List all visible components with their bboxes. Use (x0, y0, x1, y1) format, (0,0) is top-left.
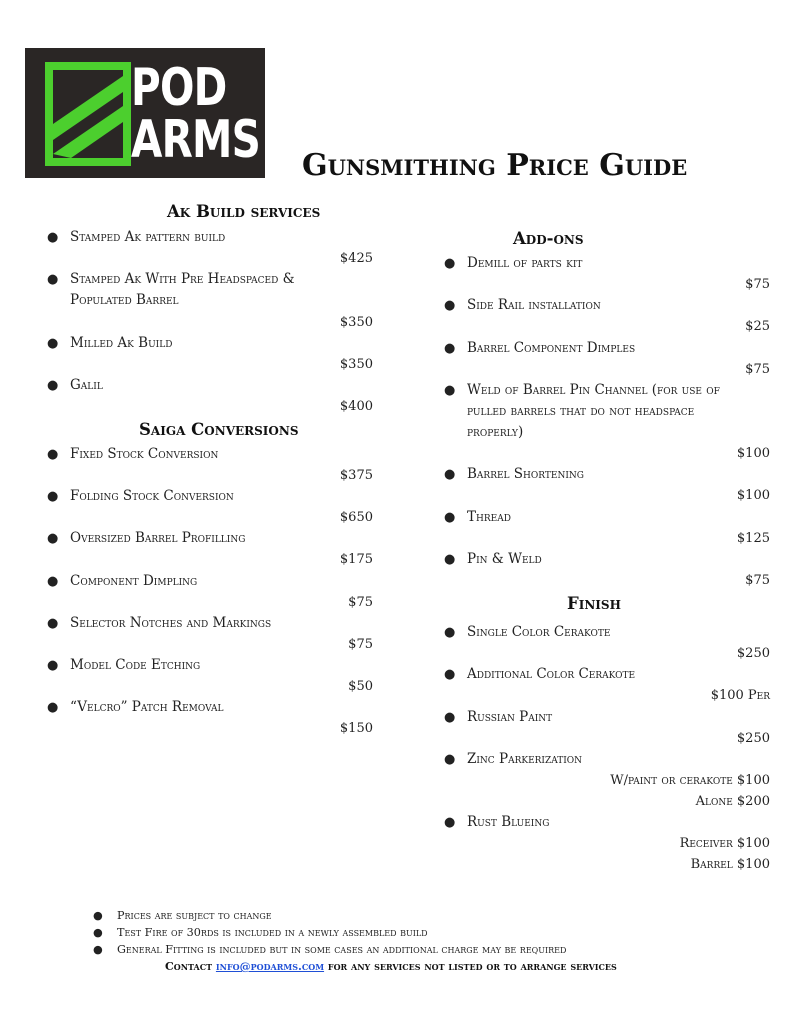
list-item (444, 464, 584, 485)
list-item (444, 253, 583, 274)
item-price: W/paint or cerakote $100 (610, 773, 770, 788)
note-item (93, 924, 566, 941)
item-label: Oversized Barrel Profilling (70, 530, 246, 546)
list-item (47, 444, 219, 465)
bullet-icon: ● (47, 272, 59, 287)
list-item (47, 571, 198, 592)
bullet-icon: ● (444, 467, 456, 482)
note-text: General Fitting is included but in some cases an additional charge may be required (117, 943, 567, 956)
item-price: $75 (348, 637, 373, 652)
footer-notes (93, 907, 567, 958)
item-price: Alone $200 (695, 794, 770, 809)
section-heading-finish: Finish (567, 594, 621, 613)
item-label: Component Dimpling (70, 573, 198, 589)
item-label: Stamped Ak With Pre Headspaced & (70, 271, 295, 287)
item-label-continued: Populated Barrel (70, 292, 179, 308)
item-price: Barrel $100 (690, 857, 770, 872)
item-price: $75 (745, 362, 770, 377)
item-label: Selector Notches and Markings (70, 615, 272, 631)
item-price: $425 (339, 251, 373, 266)
bullet-icon: ● (47, 658, 59, 673)
list-item (47, 655, 201, 676)
section-heading-addons: Add-ons (513, 229, 584, 248)
list-item (444, 622, 611, 643)
logo-wordmark (131, 58, 261, 170)
bullet-icon: ● (444, 298, 456, 313)
item-label: Thread (467, 509, 511, 525)
contact-email-link[interactable]: info@podarms.com (215, 960, 325, 973)
bullet-icon: ● (444, 710, 456, 725)
bullet-icon: ● (444, 667, 456, 682)
bullet-icon: ● (93, 909, 103, 922)
item-label: Galil (70, 377, 103, 393)
item-label: Single Color Cerakote (467, 624, 611, 640)
item-label: Demill of parts kit (467, 255, 583, 271)
list-item (47, 613, 272, 634)
item-price: $100 (736, 488, 770, 503)
item-label: Rust Blueing (467, 814, 550, 830)
logo-word-pod: POD (131, 58, 227, 118)
contact-suffix: for any services not listed or to arrange services (324, 960, 617, 973)
bullet-icon: ● (47, 447, 59, 462)
bullet-icon: ● (444, 815, 456, 830)
bullet-icon: ● (444, 383, 456, 398)
bullet-icon: ● (444, 510, 456, 525)
item-price: $75 (745, 277, 770, 292)
item-label: Stamped Ak pattern build (70, 229, 226, 245)
list-item (444, 507, 511, 528)
item-price: $125 (736, 531, 770, 546)
list-item (444, 295, 601, 316)
pod-arms-logo (25, 48, 265, 178)
item-price: $250 (736, 646, 770, 661)
list-item (444, 812, 550, 833)
item-label: Russian Paint (467, 709, 553, 725)
list-item (47, 333, 173, 354)
item-label: Barrel Shortening (467, 466, 584, 482)
section-heading-ak-build: Ak Build services (167, 202, 321, 221)
bullet-icon: ● (93, 943, 103, 956)
bullet-icon: ● (444, 341, 456, 356)
item-price: Receiver $100 (679, 836, 770, 851)
item-label: Model Code Etching (70, 657, 201, 673)
list-item (444, 664, 636, 685)
item-price: $350 (339, 315, 373, 330)
note-item (93, 941, 567, 958)
item-price: $400 (339, 399, 373, 414)
item-price: $650 (339, 510, 373, 525)
item-label: Folding Stock Conversion (70, 488, 234, 504)
item-label: Pin & Weld (467, 551, 542, 567)
list-item (47, 697, 224, 718)
bullet-icon: ● (444, 552, 456, 567)
bullet-icon: ● (47, 531, 59, 546)
list-item (444, 749, 583, 770)
contact-prefix: Contact (165, 960, 216, 973)
list-item (47, 375, 103, 396)
note-item (93, 907, 566, 924)
item-label: Fixed Stock Conversion (70, 446, 219, 462)
item-label: Side Rail installation (467, 297, 601, 313)
contact-line (165, 960, 617, 973)
list-item (47, 528, 246, 549)
list-item (47, 227, 226, 248)
item-label-continued: pulled barrels that do not headspace (467, 403, 695, 419)
bullet-icon: ● (47, 489, 59, 504)
item-label-continued: properly) (467, 424, 524, 440)
item-price: $75 (745, 573, 770, 588)
bullet-icon: ● (47, 574, 59, 589)
list-item (444, 707, 553, 728)
item-price: $375 (339, 468, 373, 483)
list-item (47, 486, 234, 507)
logo-word-arms: ARMS (131, 110, 261, 170)
bullet-icon: ● (93, 926, 103, 939)
item-price: $150 (339, 721, 373, 736)
bullet-icon: ● (444, 752, 456, 767)
item-price: $175 (339, 552, 373, 567)
item-label: “Velcro” Patch Removal (70, 699, 224, 715)
item-label: Zinc Parkerization (467, 751, 583, 767)
item-label: Barrel Component Dimples (467, 340, 636, 356)
list-item (444, 338, 636, 359)
item-label: Additional Color Cerakote (467, 666, 636, 682)
list-item (444, 380, 720, 443)
item-label: Milled Ak Build (70, 335, 173, 351)
item-price: $350 (339, 357, 373, 372)
list-item (444, 549, 542, 570)
note-text: Prices are subject to change (117, 909, 272, 922)
bullet-icon: ● (47, 378, 59, 393)
list-item (47, 269, 295, 311)
note-text: Test Fire of 30rds is included in a newly assembled build (117, 926, 428, 939)
item-label: Weld of Barrel Pin Channel (for use of (467, 382, 720, 398)
item-price: $25 (745, 319, 770, 334)
bullet-icon: ● (47, 230, 59, 245)
item-price: $100 (736, 446, 770, 461)
section-heading-saiga: Saiga Conversions (139, 420, 299, 439)
bullet-icon: ● (47, 616, 59, 631)
item-price: $100 Per (710, 688, 770, 703)
bullet-icon: ● (47, 700, 59, 715)
page-title: Gunsmithing Price Guide (302, 148, 688, 183)
bullet-icon: ● (47, 336, 59, 351)
bullet-icon: ● (444, 625, 456, 640)
item-price: $75 (348, 595, 373, 610)
item-price: $50 (348, 679, 373, 694)
pod-arms-logo-mark-icon (45, 62, 131, 166)
bullet-icon: ● (444, 256, 456, 271)
item-price: $250 (736, 731, 770, 746)
